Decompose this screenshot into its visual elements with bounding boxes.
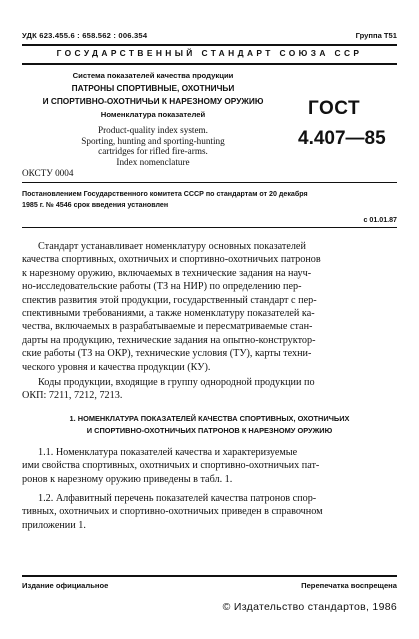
section-heading-line-2: И СПОРТИВНО-ОХОТНИЧЬИХ ПАТРОНОВ К НАРЕЗНОМУ ОРУЖИЮ xyxy=(86,426,333,435)
standard-banner: ГОСУДАРСТВЕННЫЙ СТАНДАРТ СОЮЗА ССР xyxy=(56,48,363,58)
intro-line: спективными требованиями, а также номенклатуру показателей ка- xyxy=(22,308,315,320)
intro-line: чества, включаемых в разрабатываемые и пересматриваемые стан- xyxy=(22,321,313,333)
decree-line-2: 1985 г. № 4546 срок введения установлен xyxy=(22,201,169,209)
okstu-code: ОКСТУ 0004 xyxy=(22,168,74,178)
intro-line: но-исследовательские работы (ТЗ на НИР) по определению пер- xyxy=(22,281,302,293)
p12-line: 1.2. Алфавитный перечень показателей качества патронов спор- xyxy=(38,493,317,504)
section-heading-line-1: 1. НОМЕНКЛАТУРА ПОКАЗАТЕЛЕЙ КАЧЕСТВА СПОРТИВНЫХ, ОХОТНИЧЬИХ xyxy=(69,414,350,423)
gost-label: ГОСТ xyxy=(308,98,361,119)
title-line-2: И СПОРТИВНО-ОХОТНИЧЬИ К НАРЕЗНОМУ ОРУЖИЮ xyxy=(42,96,264,106)
subtitle: Номенклатура показателей xyxy=(100,110,206,119)
p11-line: 1.1. Номенклатура показателей качества и характеризуемые xyxy=(38,447,298,458)
effective-date: с 01.01.87 xyxy=(363,216,397,224)
section-1-heading xyxy=(22,413,397,437)
intro-line: к нарезному оружию, включаемых в технические задания на науч- xyxy=(22,267,312,279)
intro-line: спектив развития этой продукции, государственный стандарт с пер- xyxy=(22,294,317,306)
title-rule xyxy=(22,182,397,183)
copyright: © Издательство стандартов, 1986 xyxy=(222,601,397,613)
official-edition: Издание официальное xyxy=(22,581,109,590)
intro-line: дарты на продукцию, технические задания на опытно-конструктор- xyxy=(22,334,316,346)
intro-paragraph xyxy=(22,240,397,374)
header-rule-top xyxy=(22,44,397,46)
english-title xyxy=(22,125,284,167)
intro-line: Стандарт устанавливает номенклатуру основных показателей xyxy=(38,241,306,252)
decree-rule xyxy=(22,227,397,228)
p12-line: тивных, охотничьих и спортивно-охотничьих приведен в справочном xyxy=(22,506,323,518)
intro-line: качества спортивных, охотничьих и спортивно-охотничьих патронов xyxy=(22,254,321,266)
reprint-prohibited: Перепечатка воспрещена xyxy=(301,581,397,590)
gost-number: 4.407—85 xyxy=(298,128,386,149)
footer-rule xyxy=(22,575,397,577)
english-line-4: Index nomenclature xyxy=(116,156,190,167)
p11-line: ронов к нарезному оружию приведены в табл. 1. xyxy=(22,473,233,485)
group-code: Группа Т51 xyxy=(355,31,397,40)
intro-line: ческого уровня и качества продукции (КУ). xyxy=(22,361,211,373)
codes-line: ОКП: 7211, 7212, 7213. xyxy=(22,390,123,402)
system-line: Система показателей качества продукции xyxy=(72,71,234,80)
udc-code: УДК 623.455.6 : 658.562 : 006.354 xyxy=(22,31,148,40)
codes-line: Коды продукции, входящие в группу однородной продукции по xyxy=(38,377,315,388)
english-line-1: Product-quality index system. xyxy=(98,125,208,135)
intro-line: ские работы (ТЗ на ОКР), технические условия (ТУ), карты техни- xyxy=(22,348,312,360)
english-line-3: cartridges for rifled fire-arms. xyxy=(98,146,208,157)
codes-paragraph xyxy=(22,376,397,403)
english-line-2: Sporting, hunting and sporting-hunting xyxy=(81,135,225,146)
decree-line-1: Постановлением Государственного комитета СССР по стандартам от 20 декабря xyxy=(22,190,308,198)
paragraph-1-2 xyxy=(22,492,397,532)
paragraph-1-1 xyxy=(22,446,397,486)
p12-line: приложении 1. xyxy=(22,519,86,531)
p11-line: ими свойства спортивных, охотничьих и спортивно-охотничьих пат- xyxy=(22,460,320,472)
header-rule-bottom xyxy=(22,63,397,65)
title-line-1: ПАТРОНЫ СПОРТИВНЫЕ, ОХОТНИЧЬИ xyxy=(71,83,235,93)
